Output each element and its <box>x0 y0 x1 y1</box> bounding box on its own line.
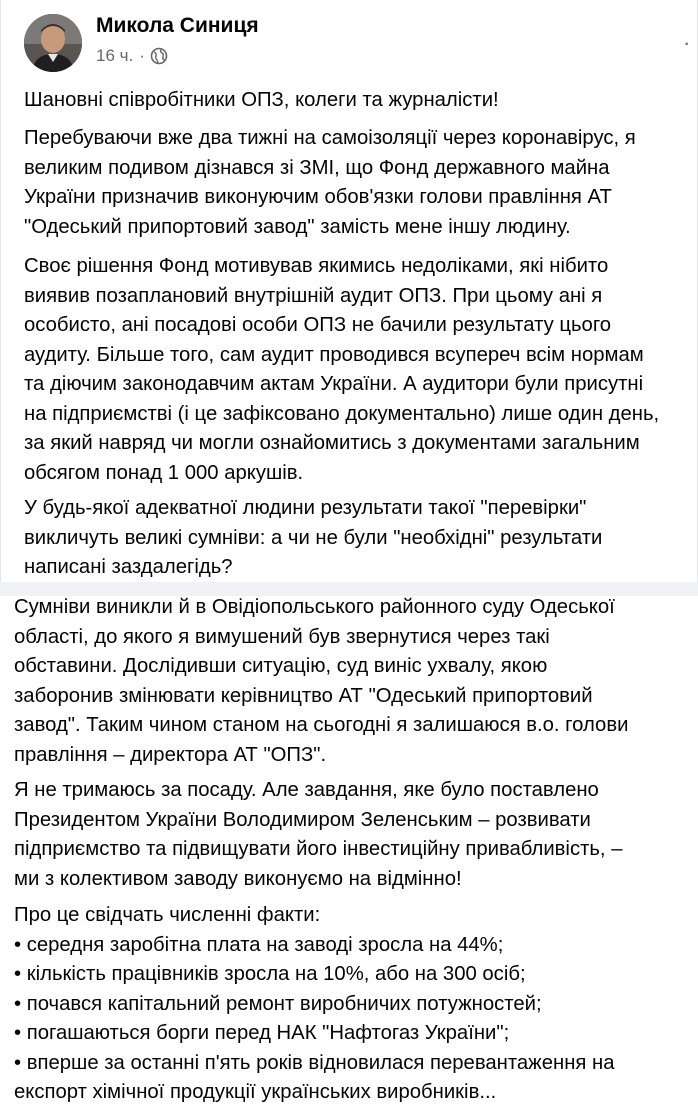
paragraph-doubts <box>24 494 602 582</box>
paragraph-self-isolation <box>24 124 636 242</box>
text-line: викличуть великі сумніви: а чи не були "необхідні" результати <box>24 526 603 549</box>
post-meta <box>96 46 168 66</box>
list-item: • вперше за останні п'ять років відновилася перевантаження на <box>14 1051 615 1074</box>
text-line: обставини. Дослідивши ситуацію, суд виніс ухвалу, якою <box>14 655 548 677</box>
meta-separator: · <box>139 46 145 65</box>
text-line: написані заздалегідь? <box>24 556 233 578</box>
text-line: за який навряд чи могли ознайомитись з документами загальним <box>24 432 640 454</box>
text-line: "Одеський припортовий завод" замість мене іншу людину. <box>24 215 571 238</box>
text-line: Я не тримаюсь за посаду. Але завдання, яке було поставлено <box>14 779 599 801</box>
avatar-photo-icon <box>24 14 82 72</box>
text-line: обсягом понад 1 000 аркушів. <box>24 461 304 484</box>
avatar[interactable] <box>24 14 82 72</box>
text-line: експорт хімічної продукції українських виробників... <box>14 1081 497 1103</box>
text-line: особисто, ані посадові особи ОПЗ не бачили результату цього <box>24 314 612 336</box>
paragraph-greeting <box>24 86 499 116</box>
text-line: завод". Таким чином станом на сьогодні я залишаюся в.о. голови <box>14 714 629 736</box>
text-line: Перебуваючи вже два тижні на самоізоляції через коронавірус, я <box>24 127 636 149</box>
text-line: Сумніви виникли й в Овідіопольського районного суду Одеської <box>14 596 615 618</box>
post-continuation <box>0 596 698 1106</box>
text-line: області, до якого я вимушений був звернутися через такі <box>14 625 550 648</box>
list-item: • кількість працівників зросла на 10%, або на 300 осіб; <box>14 963 526 985</box>
paragraph-audit <box>24 252 659 488</box>
more-options-icon[interactable]: · <box>683 30 692 55</box>
paragraph-position <box>14 776 623 894</box>
section-divider <box>0 582 698 596</box>
list-item: • почався капітальний ремонт виробничих потужностей; <box>14 992 542 1015</box>
text-line: правління – директора АТ "ОПЗ". <box>14 743 327 766</box>
text-line: великим подивом дізнався зі ЗМІ, що Фонд державного майна <box>24 156 610 179</box>
text-line: Про це свідчать численні факти: <box>14 904 321 926</box>
text-line: Своє рішення Фонд мотивував якимись недоліками, які нібито <box>24 255 609 277</box>
author-name[interactable]: Микола Синиця <box>96 14 259 37</box>
paragraph-facts <box>14 901 615 1106</box>
text-line: У будь-якої адекватної людини результати такої "перевірки" <box>24 497 587 519</box>
text-line: ми з колективом заводу виконуємо на відмінно! <box>14 867 462 890</box>
text-line: та діючим законодавчим актам України. А аудитори були присутні <box>24 373 644 395</box>
text-line: підприємство та підвищувати його інвестиційну привабливість, – <box>14 838 623 860</box>
list-item: • середня заробітна плата на заводі зросла на 44%; <box>14 933 504 956</box>
text-line: аудиту. Більше того, сам аудит проводився всупереч всім нормам <box>24 343 644 366</box>
text-line: України призначив виконуючим обов'язки голови правління АТ <box>24 186 612 208</box>
text-line: Шановні співробітники ОПЗ, колеги та журналісти! <box>24 89 499 111</box>
globe-icon[interactable] <box>150 47 168 65</box>
text-line: на підприємстві (і це зафіксовано документально) лише один день, <box>24 402 660 425</box>
text-line: заборонив змінювати керівництво АТ "Одеський припортовий <box>14 684 593 707</box>
post-time[interactable]: 16 ч. <box>96 46 134 65</box>
paragraph-court <box>14 596 628 770</box>
list-item: • погашаються борги перед НАК "Нафтогаз України"; <box>14 1022 510 1044</box>
text-line: Президентом України Володимиром Зеленським – розвивати <box>14 808 591 831</box>
text-line: виявив позаплановий внутрішній аудит ОПЗ. При цьому ані я <box>24 284 603 307</box>
